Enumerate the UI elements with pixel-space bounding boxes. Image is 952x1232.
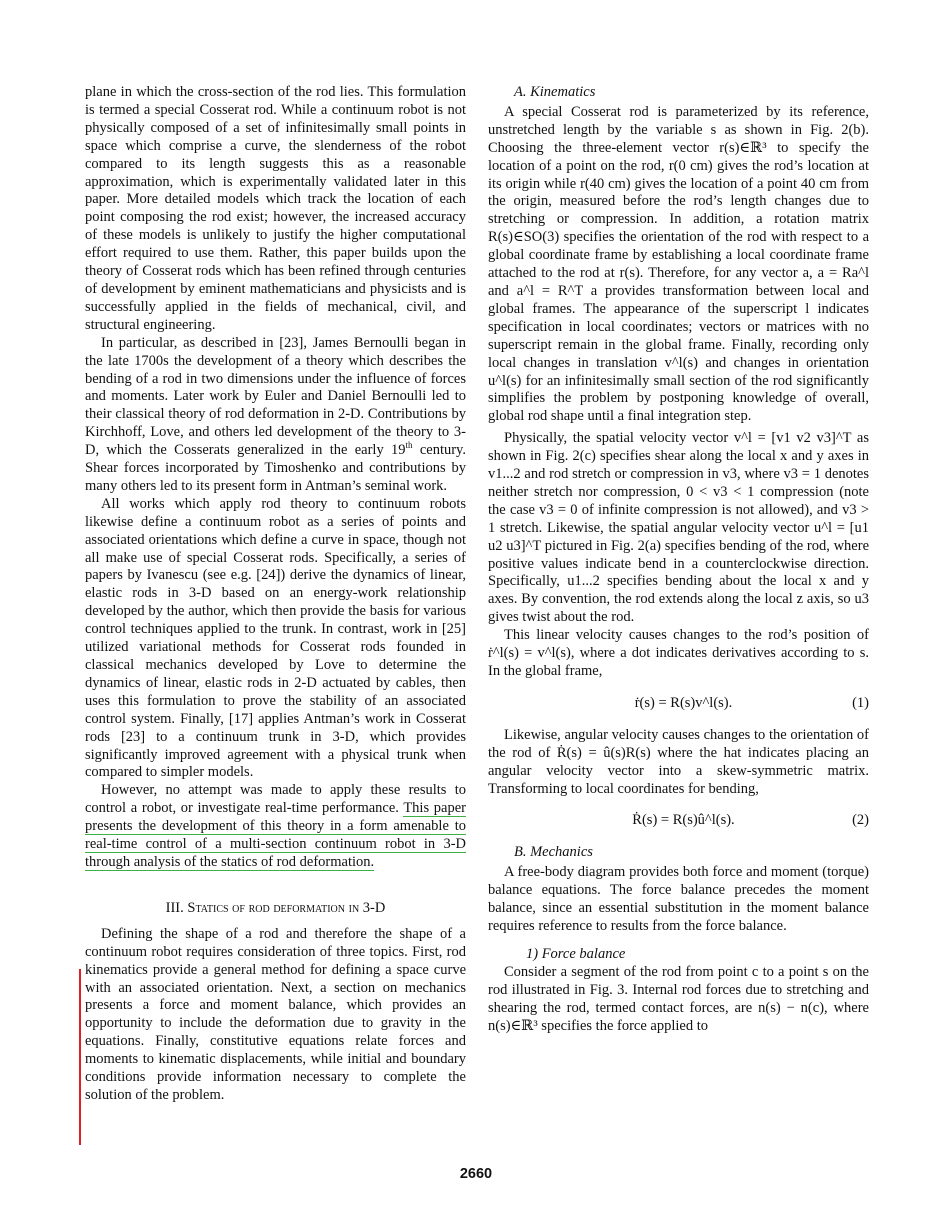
paragraph: However, no attempt was made to apply these results to control a robot, or investigate real-time performance. This paper presents the development of this theory in a form amenable to real-time control of a multi-section continuum robot in 3-D through analysis of the statics of rod deformation. (85, 782, 466, 870)
paragraph: A free-body diagram provides both force and moment (torque) balance equations. The force balance precedes the moment balance, since an essential substitution in the moment balance requires reference to results from the force balance. (488, 864, 869, 934)
paragraph: All works which apply rod theory to continuum robots likewise define a continuum robot as a series of points and associated orientations which define a curve in space, though not all make use of special Cosserat rods. Specifically, a series of papers by Ivanescu (see e.g. [24]) derive the dynamics of linear, elastic rods in 3-D based on an energy-work relationship developed by the author, which then provide the basis for various control techniques applied to the trunk. In contrast, work in [25] utilized variational methods for Cosserat rods founded in classical mechanics developed by Love to determine the dynamics of linear, elastic rods in 2-D actuated by cables, then uses this formulation to prove the stability of an associated control system. Finally, [17] applies Antman’s work in Cosserat rods [23] to a continuum trunk in 3-D, which provides significantly improved agreement with a physical trunk when compared to simpler models. (85, 495, 466, 781)
equation: ṙ(s) = R(s)v^l(s). (1) (634, 694, 869, 711)
left-column (85, 84, 466, 1105)
paragraph: This linear velocity causes changes to the rod’s position of ṙ^l(s) = v^l(s), where a dot indicates derivatives according to s. In the global frame, (488, 627, 869, 679)
paragraph: Defining the shape of a rod and therefore the shape of a continuum robot requires consideration of three topics. First, rod kinematics provide a general method for defining a space curve with an associated orientation. Next, a section on mechanics presents a force and moment balance, which provides an opportunity to include the deformation due to gravity in the equations. Finally, constitutive equations relate forces and moments to kinematic displacements, while initial and boundary conditions provide information necessary to complete the solution of the problem. (85, 925, 466, 1103)
paragraph: Consider a segment of the rod from point c to a point s on the rod illustrated in Fig. 3. Internal rod forces due to stretching and shearing the rod, termed contact forces, are n(s) − n(c), where n(s)∈ℝ³ specifies the force applied to (488, 963, 869, 1034)
subsection-heading: A. Kinematics (514, 84, 596, 100)
paragraph: A special Cosserat rod is parameterized by its reference, unstretched length by the variable s as shown in Fig. 2(b). Choosing the three-element vector r(s)∈ℝ³ to specify the location of a point on the rod, r(0 cm) gives the rod’s location at its origin while r(40 cm) gives the location of a point 40 cm from the origin, measured before the rod’s length changes due to stretching or compression. In addition, a rotation matrix R(s)∈SO(3) specifies the orientation of the rod with respect to a global coordinate frame by establishing a local coordinate frame attached to the rod at r(s). Therefore, for any vector a, a = Ra^l and a^l = R^T a provides transformation between local and global frames. The appearance of the superscript l indicates specification in local coordinates; vectors or matrices with no superscript remain in the global frame. Finally, recording only local changes in translation v^l(s) and changes in orientation u^l(s) for an infinitesimally small section of the rod significantly simplifies the problem by postponing knowledge of overall, global rod shape until a final integration step. (488, 103, 869, 425)
paragraph: Likewise, angular velocity causes changes to the orientation of the rod of Ṙ(s) = û(s)R(s) where the hat indicates placing an angular velocity vector into a skew-symmetric matrix. Transforming to local coordinates for bending, (488, 726, 869, 797)
change-bar (79, 969, 81, 1145)
highlighted-text: This paper presents the development of this theory in a form amenable to real-time control of a multi-section continuum robot in 3-D through analysis of the statics of rod deformation. (85, 800, 466, 870)
section-heading: III. Statics of rod deformation in 3-D (165, 899, 386, 916)
page-number: 2660 (459, 1166, 493, 1182)
paragraph: Physically, the spatial velocity vector v^l = [v1 v2 v3]^T as shown in Fig. 2(c) specifies shear along the local x and y axes in v1...2 and rod stretch or compression in v3, where v3 = 1 denotes neither stretch nor compression, 0 < v3 < 1 compression (note the case v3 = 0 of infinite compression is not allowed), and v3 > 1 stretch. Likewise, the spatial angular velocity vector u^l = [u1 u2 u3]^T pictured in Fig. 2(a) specifies bending of the rod, where positive values indicate bend in a counterclockwise direction. Specifically, u1...2 specifies bending about the local x and y axes. By convention, the rod extends along the local z axis, so u3 gives twist about the rod. (488, 430, 869, 626)
equation: Ṙ(s) = R(s)û^l(s). (2) (632, 812, 869, 829)
paragraph: In particular, as described in [23], James Bernoulli began in the late 1700s the development of a theory which describes the bending of a rod in two dimensions under the influence of forces and moments. Later work by Euler and Daniel Bernoulli led to their classical theory of rod deformation in 2-D. Contributions by Kirchhoff, Love, and others led development of the theory to 3-D, which the Cosserats generalized in the early 19th century. Shear forces incorporated by Timoshenko and contributions by many others led to its present form in Antman’s seminal work. (85, 334, 466, 494)
paragraph: plane in which the cross-section of the rod lies. This formulation is termed a special Cosserat rod. While a continuum robot is not physically composed of a set of infinitesimally small points in space which comprise a curve, the slenderness of the robot compared to its length suggests this as a reasonable approximation, which is experimentally validated later in this paper. More detailed models which track the location of each point composing the rod exist; however, the increased accuracy of these models is unlikely to justify the higher computational effort required to use them. Rather, this paper builds upon the theory of Cosserat rods which has been refined through centuries of development by eminent mathematicians and physicists and is successfully applied in the fields of mechanical, civil, and structural engineering. (85, 84, 466, 333)
subsubsection-heading: 1) Force balance (526, 945, 626, 962)
subsection-heading: B. Mechanics (514, 844, 593, 861)
right-column (488, 84, 869, 1035)
